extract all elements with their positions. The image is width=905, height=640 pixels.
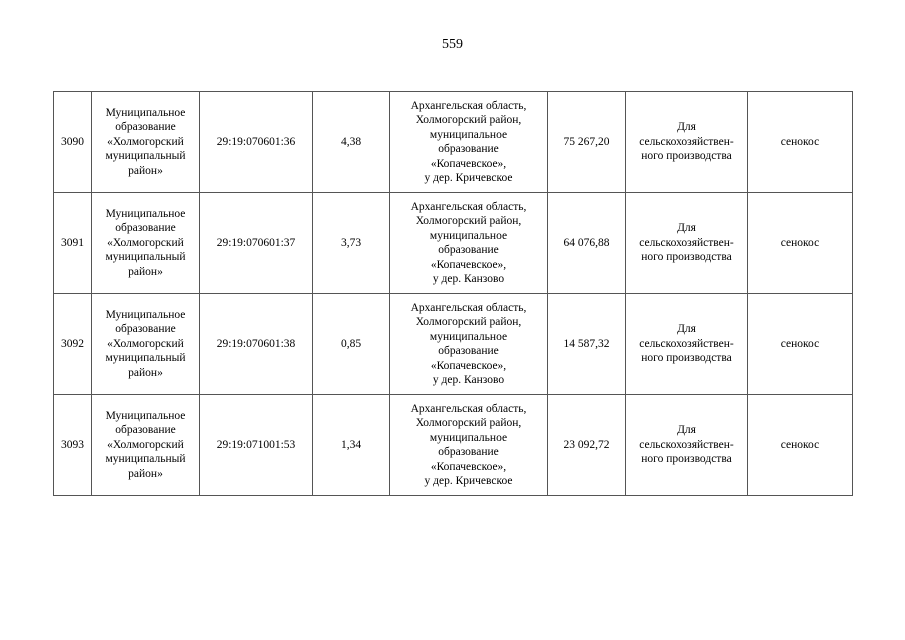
cadastral-cell (200, 294, 313, 395)
location-cell (390, 193, 548, 294)
area-value: 4,38 (340, 135, 362, 148)
location-text: Архангельская область, Холмогорский район, муниципальное образование «Копачевское», у дер. Канзово (410, 301, 527, 386)
category-cell (626, 193, 748, 294)
owner-text: Муниципальное образование «Холмогорский муниципальный район» (105, 207, 186, 278)
location-cell (390, 395, 548, 496)
category-text: Для сельскохозяйствен- ного производства (639, 424, 734, 466)
value-cell (548, 395, 626, 496)
cadastral-cell (200, 193, 313, 294)
table-row (54, 92, 853, 193)
category-cell (626, 395, 748, 496)
area-value: 0,85 (340, 337, 362, 350)
use-text: сенокос (780, 337, 820, 350)
cadastral-value: 75 267,20 (563, 135, 610, 148)
page-number: 559 (442, 37, 463, 52)
location-text: Архангельская область, Холмогорский район, муниципальное образование «Копачевское», у дер. Кричевское (410, 99, 527, 184)
owner-text: Муниципальное образование «Холмогорский муниципальный район» (105, 106, 186, 177)
cadastral-value: 23 092,72 (563, 438, 610, 451)
location-text: Архангельская область, Холмогорский район, муниципальное образование «Копачевское», у дер. Кричевское (410, 402, 527, 487)
use-cell (748, 92, 853, 193)
use-text: сенокос (780, 135, 820, 148)
value-cell (548, 92, 626, 193)
cadastral-number: 29:19:070601:37 (216, 236, 296, 249)
owner-text: Муниципальное образование «Холмогорский муниципальный район» (105, 308, 186, 379)
value-cell (548, 294, 626, 395)
owner-cell (92, 193, 200, 294)
location-cell (390, 294, 548, 395)
location-cell (390, 92, 548, 193)
owner-cell (92, 92, 200, 193)
use-text: сенокос (780, 438, 820, 451)
area-cell (313, 294, 390, 395)
area-value: 3,73 (340, 236, 362, 249)
table-row (54, 395, 853, 496)
owner-cell (92, 294, 200, 395)
category-cell (626, 92, 748, 193)
cadastral-value: 64 076,88 (563, 236, 610, 249)
table-row (54, 294, 853, 395)
area-value: 1,34 (340, 438, 362, 451)
row-id-cell (54, 193, 92, 294)
land-registry-table (53, 91, 853, 496)
table-row (54, 193, 853, 294)
value-cell (548, 193, 626, 294)
row-id-cell (54, 92, 92, 193)
cadastral-cell (200, 395, 313, 496)
row-id: 3091 (61, 236, 84, 249)
owner-cell (92, 395, 200, 496)
row-id: 3092 (61, 337, 84, 350)
row-id: 3090 (61, 135, 84, 148)
category-text: Для сельскохозяйствен- ного производства (639, 121, 734, 163)
row-id-cell (54, 294, 92, 395)
row-id: 3093 (61, 438, 84, 451)
use-text: сенокос (780, 236, 820, 249)
cadastral-value: 14 587,32 (563, 337, 610, 350)
cadastral-cell (200, 92, 313, 193)
owner-text: Муниципальное образование «Холмогорский муниципальный район» (105, 409, 186, 480)
use-cell (748, 294, 853, 395)
category-text: Для сельскохозяйствен- ного производства (639, 222, 734, 264)
cadastral-number: 29:19:070601:38 (216, 337, 296, 350)
cadastral-number: 29:19:070601:36 (216, 135, 296, 148)
location-text: Архангельская область, Холмогорский район, муниципальное образование «Копачевское», у дер. Канзово (410, 200, 527, 285)
use-cell (748, 193, 853, 294)
cadastral-number: 29:19:071001:53 (216, 438, 296, 451)
area-cell (313, 193, 390, 294)
category-text: Для сельскохозяйствен- ного производства (639, 323, 734, 365)
area-cell (313, 92, 390, 193)
use-cell (748, 395, 853, 496)
category-cell (626, 294, 748, 395)
row-id-cell (54, 395, 92, 496)
area-cell (313, 395, 390, 496)
